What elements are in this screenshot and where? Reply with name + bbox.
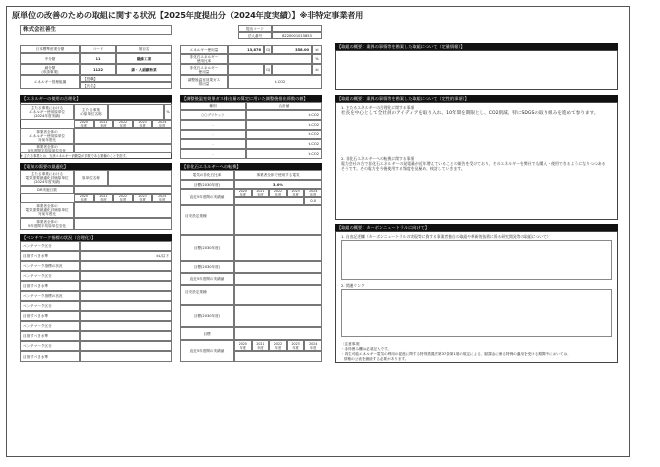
id-key-2: 法人番号 <box>238 32 272 39</box>
nf-sector-value-2 <box>234 285 322 305</box>
bench-val-7 <box>80 301 172 311</box>
elec-year-2022: 2022 年度 <box>113 194 133 202</box>
id-val-1 <box>272 25 322 32</box>
nf-sector-value-1 <box>234 205 322 235</box>
bench-row-4: ベンチマーク区分 <box>20 271 80 281</box>
nonfossil-use-unit-gj: GJ <box>264 64 272 75</box>
ghg-row1-unit: t-CO2 <box>246 110 322 120</box>
nf-target-label-2: 目標(2030年度) <box>180 235 234 261</box>
nonfossil-ratio-label: 非化石エネルギー 使用比率 <box>180 54 228 64</box>
elec-yoy-values <box>74 202 172 218</box>
right2-a1: 社長を中心として全社員のアイディアを取り入れ、10年間を期限とし、CO2削減、特にSDGSの取り組みを進めて参ります。 <box>341 111 599 116</box>
company-name: 株式会社善生 <box>20 25 172 35</box>
nf-year-2023: 2023 年度 <box>287 189 305 197</box>
bench-row-3: ベンチマーク指標の状況 <box>20 261 80 271</box>
ghg-label: 調整後温室効果ガス 排出量 <box>180 75 228 89</box>
ghg-row4-unit: t-CO2 <box>246 139 322 149</box>
nf2-year-2021: 2021 年度 <box>252 340 270 351</box>
bench-val-3 <box>80 261 172 271</box>
bench-val-4 <box>80 271 172 281</box>
ghg-unit: t-CO2 <box>228 75 322 89</box>
nf-target-value-3 <box>234 261 322 273</box>
sec-nonfossil-bar: 【非化石エネルギーへの転換】 <box>180 163 322 170</box>
nf-sector-label-1: 目安設定業種 <box>180 205 234 235</box>
ghg-col-total: 合計値 <box>246 102 322 110</box>
industry-label: 日本標準産業分類 <box>20 45 80 53</box>
bench-val-5 <box>80 281 172 291</box>
right3-bar: 【取組の概要：カーボンニュートラルに向けて】 <box>335 224 618 231</box>
elec-unit-name-label: 原単位名称 <box>74 170 108 186</box>
elec-yoy-label: 事業者全体の 電気需要最適化評価原単位 対前年度比 <box>20 202 74 218</box>
sec-energy-note: ※ 主たる事業とは、当該エネルギー消費量が多数である業種のことを指す。 <box>20 154 129 158</box>
mgmt-org-label: エネルギー管理組織 <box>20 75 80 89</box>
page-title: 原単位の改善のための取組に関する状況【2025年度提出分（2024年度実績）】※非特定事業者用 <box>12 10 364 20</box>
ghg-row4-type: - <box>180 139 246 149</box>
nonfossil-use-gj <box>228 64 264 75</box>
ghg-row5-unit: t-CO2 <box>246 149 322 159</box>
unit-name-label: 主たる事業 の原単位名称 <box>74 104 108 120</box>
elec-year-2023: 2023 年度 <box>133 194 153 202</box>
ghg-row2-unit: t-CO2 <box>246 120 322 130</box>
nf2-year-2022: 2022 年度 <box>269 340 287 351</box>
sub-class-name: 綿・人絹織物業 <box>116 64 172 75</box>
right3-q2: 2. 関連リンク <box>341 283 365 288</box>
yoy-values <box>74 128 172 144</box>
ghg-row2-type: - <box>180 120 246 130</box>
elec-avg5-label: 事業者全体の 5年度間平均原単位変化 <box>20 218 74 230</box>
nf-actual-label: 直近5年度間の実績値 <box>180 189 234 205</box>
unit-pct: % <box>164 104 172 120</box>
elec-year-2021: 2021 年度 <box>94 194 114 202</box>
bench-val-6 <box>80 291 172 301</box>
nf-year-2024: 2024 年度 <box>304 189 322 197</box>
nf-actual-values <box>234 197 304 205</box>
sub-class-label: 細分類 (申請事業) <box>20 64 80 75</box>
nonfossil-ratio-value <box>228 54 312 64</box>
year-2021: 2021 年度 <box>94 120 114 128</box>
bench-val-11 <box>80 341 172 351</box>
bench-row-12: 目指すべき水準 <box>20 351 80 362</box>
bench-row-9: ベンチマーク区分 <box>20 321 80 331</box>
right1-bar: 【取組の概要：業界の事情等を勘案した取組について（定量情報）】 <box>335 43 618 50</box>
unit-name-value <box>108 104 164 120</box>
dr-days-label: DR実施日数 <box>20 186 74 194</box>
nf-col-ratio: 電気の非化石比率 <box>180 170 234 180</box>
elec-unit-name-value <box>108 170 172 186</box>
energy-use-kl: 358.00 <box>272 45 312 54</box>
nf2-year-2024: 2024 年度 <box>304 340 322 351</box>
right2-bar: 【取組の概要：業界の事情等を勘案した取組について（定性的事項）】 <box>335 95 618 102</box>
ghg-row3-unit: t-CO2 <box>246 130 322 140</box>
nf2-year-2020: 2020 年度 <box>234 340 252 351</box>
avg5-value <box>74 144 172 153</box>
sec-ghg-bar: 【調整後温室効果ガス排出量の算定に用いた調整後排出係数の値】 <box>180 95 322 102</box>
nonfossil-use-label: 非化石エネルギー 使用量 <box>180 64 228 75</box>
nonfossil-ratio-unit: % <box>312 54 322 64</box>
nonfossil-use-kl <box>272 64 312 75</box>
right3-a2[interactable] <box>341 289 612 337</box>
sec-bench-bar: 【ベンチマーク指標の状況（合理化）】 <box>20 234 172 241</box>
avg5-label: 事業者全体の 5年度間平均原単位変化 <box>20 144 74 153</box>
elec-year-2024: 2024 年度 <box>152 194 172 202</box>
nf-col-elec: 事業者全体で使用する電気 <box>234 170 322 180</box>
nf-target-label-3: 目標(2030年度) <box>180 261 234 273</box>
bench-row-5: 目指すべき水準 <box>20 281 80 291</box>
middle-class-name: 繊維工業 <box>116 53 172 64</box>
mgmt-person: 【氏名】 <box>80 82 172 89</box>
nf-target-label-4: 目標(2030年度) <box>180 305 234 327</box>
elec-unit-label: 主たる事業における 電気需要最適化評価原単位 (2024年度実績) <box>20 170 74 186</box>
nf-target-value-5 <box>234 327 322 340</box>
energy-unit-gj: GJ <box>264 45 272 54</box>
nf-actual-values-2 <box>234 273 322 285</box>
year-2022: 2022 年度 <box>113 120 133 128</box>
mgmt-role: 【役職】 <box>80 75 172 82</box>
energy-use-gj: 13,876 <box>228 45 264 54</box>
nf-actual-label-2: 直近5年度間の実績値 <box>180 273 234 285</box>
bench-val-9 <box>80 321 172 331</box>
elec-avg5-value <box>74 218 172 230</box>
bench-val-10 <box>80 331 172 341</box>
bench-row-2: 目指すべき水準 <box>20 251 80 261</box>
sec-elec-bar: 【電気の需要の最適化】 <box>20 163 172 170</box>
nf-actual-label-3: 直近5年度間の実績値 <box>180 340 234 362</box>
dr-days-value <box>74 186 172 194</box>
elec-year-2020: 2020 年度 <box>74 194 94 202</box>
middle-class-code: 11 <box>80 53 116 64</box>
ghg-row1-type: ○○ブリケット <box>180 110 246 120</box>
nf-year-2021: 2021 年度 <box>252 189 270 197</box>
nf-target-value-2 <box>234 235 322 261</box>
id-key-1: 提出コード <box>238 25 272 32</box>
bench-row-1: ベンチマーク区分 <box>20 241 80 251</box>
ghg-row3-type: - <box>180 130 246 140</box>
bench-val-12 <box>80 351 172 362</box>
year-2023: 2023 年度 <box>133 120 153 128</box>
year-2020: 2020 年度 <box>74 120 94 128</box>
bench-val-2: kL/以下 <box>80 251 172 261</box>
id-val-2: 8220001015853 <box>272 32 322 39</box>
col-code: コード <box>80 45 116 53</box>
notes-3: 情報の公表を継続する必要があります。 <box>344 357 409 361</box>
bench-val-1 <box>80 241 172 251</box>
sub-class-code: 1122 <box>80 64 116 75</box>
nf-sector-label-2: 目安設定業種 <box>180 285 234 305</box>
year-2024: 2024 年度 <box>152 120 172 128</box>
bench-row-8: 目指すべき水準 <box>20 311 80 321</box>
right3-a1[interactable] <box>341 240 612 280</box>
energy-use-label: エネルギー使用量 <box>180 45 228 54</box>
right2-a2: 電力会社の方で非化石エネルギーの発電量が近年増えていることの報告を受けており、そのエネルギーを弊社でも購入・使用できるようになりつつあるそうです。その電力を今後使用する頻度を見極め、検討していきます。 <box>341 161 606 172</box>
energy-unit-kl: kl <box>312 45 322 54</box>
right1-box <box>335 50 618 90</box>
nf-year-2020: 2020 年度 <box>234 189 252 197</box>
ghg-row5-type: - <box>180 149 246 159</box>
bench-row-6: ベンチマーク指標の状況 <box>20 291 80 301</box>
nf-target-value: 3.0% <box>234 180 322 189</box>
bench-row-11: ベンチマーク区分 <box>20 341 80 351</box>
nf-target-value-4 <box>234 305 322 327</box>
right3-q1: 1. 自由記述欄（カーボンニュートラルの実現等に資する事業者独自の取組や革新的技術に係る研究開発等の取組について） <box>341 234 551 239</box>
nf2-year-2023: 2023 年度 <box>287 340 305 351</box>
nf-actual-2024: 0.0 <box>304 197 322 205</box>
nf-target-label-5: 目標 <box>180 327 234 340</box>
nf-actual-values-3 <box>234 351 322 362</box>
unit-label: 主たる事業における エネルギー使用原単位 (2024年度実績) <box>20 104 74 120</box>
sec-energy-bar: 【エネルギーの使用の合理化】 <box>20 95 172 102</box>
middle-class-label: 中分類 <box>20 53 80 64</box>
notes-title: 〔注意事項〕 <box>341 342 363 346</box>
yoy-label: 事業者全体の エネルギー使用原単位 対前年度比 <box>20 128 74 144</box>
nonfossil-use-unit-kl: kl <box>312 64 322 75</box>
nf-target-label: 目標(2030年度) <box>180 180 234 189</box>
ghg-col-type: 種別 <box>180 102 246 110</box>
bench-row-10: 目指すべき水準 <box>20 331 80 341</box>
right2-q2: 2. 非化石エネルギーへの転換に関する事項 <box>341 156 415 161</box>
bench-val-8 <box>80 311 172 321</box>
right2-q1: 1. 主たるエネルギーの合理化に関する事項 <box>341 105 415 110</box>
bench-row-7: ベンチマーク区分 <box>20 301 80 311</box>
col-name: 項目名 <box>116 45 172 53</box>
notes-1: ・赤枠囲み欄は必須記入です。 <box>341 347 392 351</box>
notes-2: ・再生可能エネルギー電気の利用の促進に関する特別措置法第37条第1項の規定による、賦課金に係る特例の適用を受ける期間中においては、 <box>341 352 571 356</box>
nf-year-2022: 2022 年度 <box>269 189 287 197</box>
